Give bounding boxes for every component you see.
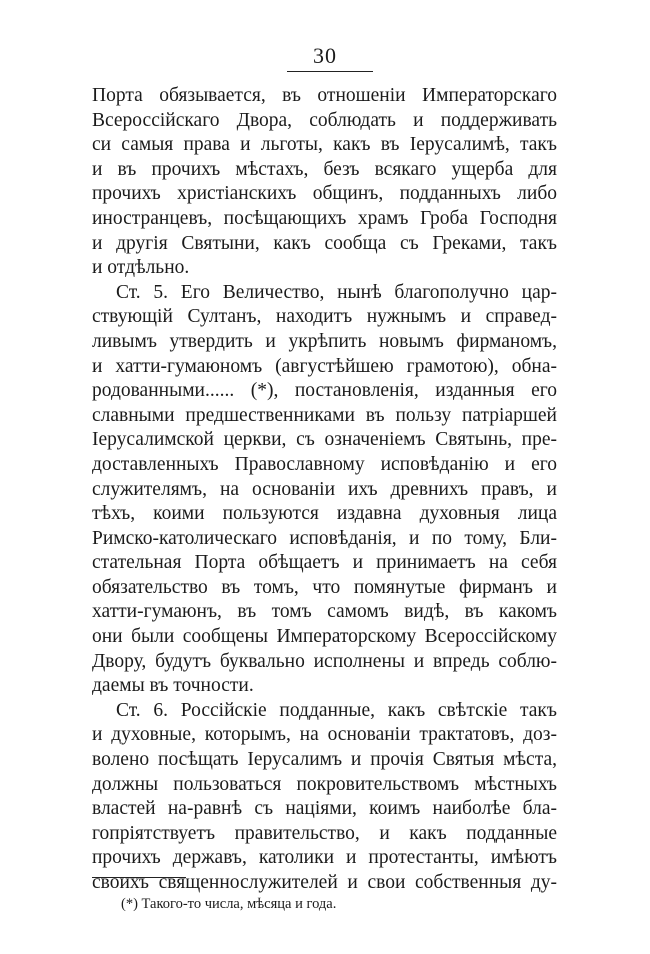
header-rule [287,71,373,72]
text-line: Порта обязывается, въ отношеніи Императорскаго [92,85,557,106]
text-line: своихъ священнослужителей и свои собственныя ду- [92,872,557,893]
text-line: славными предшественниками въ пользу патріаршей [92,404,557,426]
text-line: гопріятствуетъ правительство, и какъ подданные [92,822,557,844]
text-line: они были сообщены Императорскому Всероссійскому [92,626,557,648]
text-line: стательная Порта обѣщаетъ и принимаетъ на себя [92,552,557,574]
text-line: и другія Святыни, какъ сообща съ Греками, такъ [92,232,557,254]
text-line: си самыя права и льготы, какъ въ Іерусалимѣ, такъ [92,134,557,156]
text-line: должны пользоваться покровительствомъ мѣстныхъ [92,773,557,795]
text-line: тѣхъ, коими пользуются издавна духовныя лица [92,503,557,525]
text-line: и хатти-гумаюномъ (августѣйшею грамотою), обна- [92,355,557,377]
text-line: служителямъ, на основаніи ихъ древнихъ правъ, и [92,478,557,500]
footnote-rule [92,877,186,878]
text-line: и отдѣльно. [92,257,190,279]
text-line: и духовные, которымъ, на основаніи трактатовъ, доз- [92,724,557,746]
text-line: обязательство въ томъ, что помянутые фирманъ и [92,576,557,598]
page-number: 30 [313,43,337,68]
text-line: хатти-гумаюнъ, въ томъ самомъ видѣ, въ какомъ [92,601,557,623]
text-line: иностранцевъ, посѣщающихъ храмъ Гроба Господня [92,207,557,229]
text-line: волено посѣщать Іерусалимъ и прочія Святыя мѣста, [92,749,557,771]
text-line: Римско-католическаго исповѣданія, и по тому, Бли- [92,527,557,549]
footnote: (*) Такого-то числа, мѣсяца и года. [121,896,337,912]
text-line: прочихъ державъ, католики и протестанты, имѣютъ [92,847,557,869]
article-6-first-line: Ст. 6. Россійскіе подданные, какъ свѣтскіе такъ [116,699,557,721]
body-text [92,84,557,896]
text-line: ливымъ утвердить и укрѣпить новымъ фирманомъ, [92,330,557,352]
text-line: родованными...... (*), постановленія, изданныя его [92,380,557,402]
text-line: ствующій Султанъ, находитъ нужнымъ и справед- [92,306,557,328]
text-line: даемы въ точности. [92,675,254,697]
text-line: доставленныхъ Православному исповѣданію и его [92,453,557,475]
text-line: Всероссійскаго Двора, соблюдать и поддерживать [92,109,557,131]
text-line: властей на-равнѣ съ націями, коимъ наиболѣе бла- [92,798,557,820]
text-line: Іерусалимской церкви, съ означеніемъ Святынь, пре- [92,429,557,451]
article-5-first-line: Ст. 5. Его Величество, нынѣ благополучно цар- [116,281,557,303]
text-line: и въ прочихъ мѣстахъ, безъ всякаго ущерба для [92,158,557,180]
text-line: прочихъ христіанскихъ общинъ, подданныхъ либо [92,183,557,205]
text-line: Двору, будутъ буквально исполнены и впредь соблю- [92,650,557,672]
